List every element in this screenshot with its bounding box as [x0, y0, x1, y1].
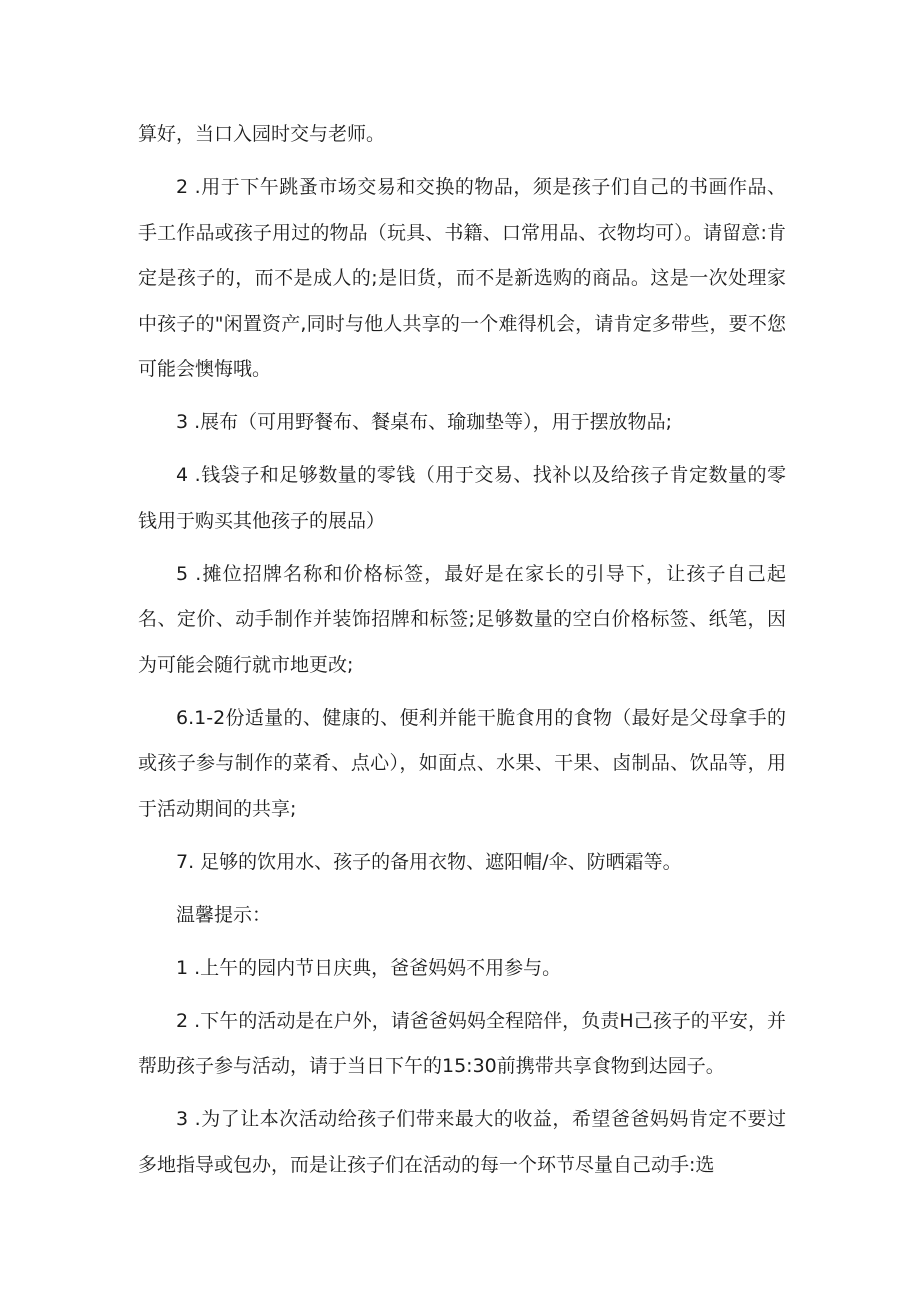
paragraph-item-6: 6.1-2份适量的、健康的、便利并能干脆食用的食物（最好是父母拿手的或孩子参与制作的菜肴、点心），如面点、水果、干果、卤制品、饮品等，用于活动期间的共享;	[138, 706, 786, 820]
paragraph-item-5: 5 .摊位招牌名称和价格标签，最好是在家长的引导下，让孩子自己起名、定价、动手制作并装饰招牌和标签;足够数量的空白价格标签、纸笔，因为可能会随行就市地更改;	[138, 562, 786, 676]
document-body	[138, 112, 786, 1196]
paragraph-continuation: 算好，当口入园时交与老师。	[138, 123, 386, 145]
tip-item-3: 3 .为了让本次活动给孩子们带来最大的收益，希望爸爸妈妈肯定不要过多地指导或包办，而是让孩子们在活动的每一个环节尽量自己动手:选	[138, 1108, 786, 1176]
paragraph-item-7: 7. 足够的饮用水、孩子的备用衣物、遮阳帽/伞、防晒霜等。	[176, 850, 682, 873]
tips-heading: 温馨提示：	[176, 903, 272, 926]
tip-item-1: 1 .上午的园内节日庆典，爸爸妈妈不用参与。	[176, 956, 562, 979]
paragraph-item-4: 4 .钱袋子和足够数量的零钱（用于交易、找补以及给孩子肯定数量的零钱用于购买其他孩子的展品）	[138, 464, 786, 532]
tip-item-2: 2 .下午的活动是在户外，请爸爸妈妈全程陪伴，负责H己孩子的平安，并帮助孩子参与活动，请于当日下午的15:30前携带共享食物到达园子。	[138, 1009, 786, 1077]
paragraph-item-3: 3 .展布（可用野餐布、餐桌布、瑜珈垫等），用于摆放物品;	[176, 411, 673, 433]
paragraph-item-2: 2 .用于下午跳蚤市场交易和交换的物品，须是孩子们自己的书画作品、手工作品或孩子用过的物品（玩具、书籍、口常用品、衣物均可）。请留意:肯定是孩子的，而不是成人的;是旧货，而不是新选购的商品。这是一次处理家中孩子的"闲置资产,同时与他人共享的一个难得机会，请肯定多带些，要不您可能会懊悔哦。	[138, 176, 786, 380]
